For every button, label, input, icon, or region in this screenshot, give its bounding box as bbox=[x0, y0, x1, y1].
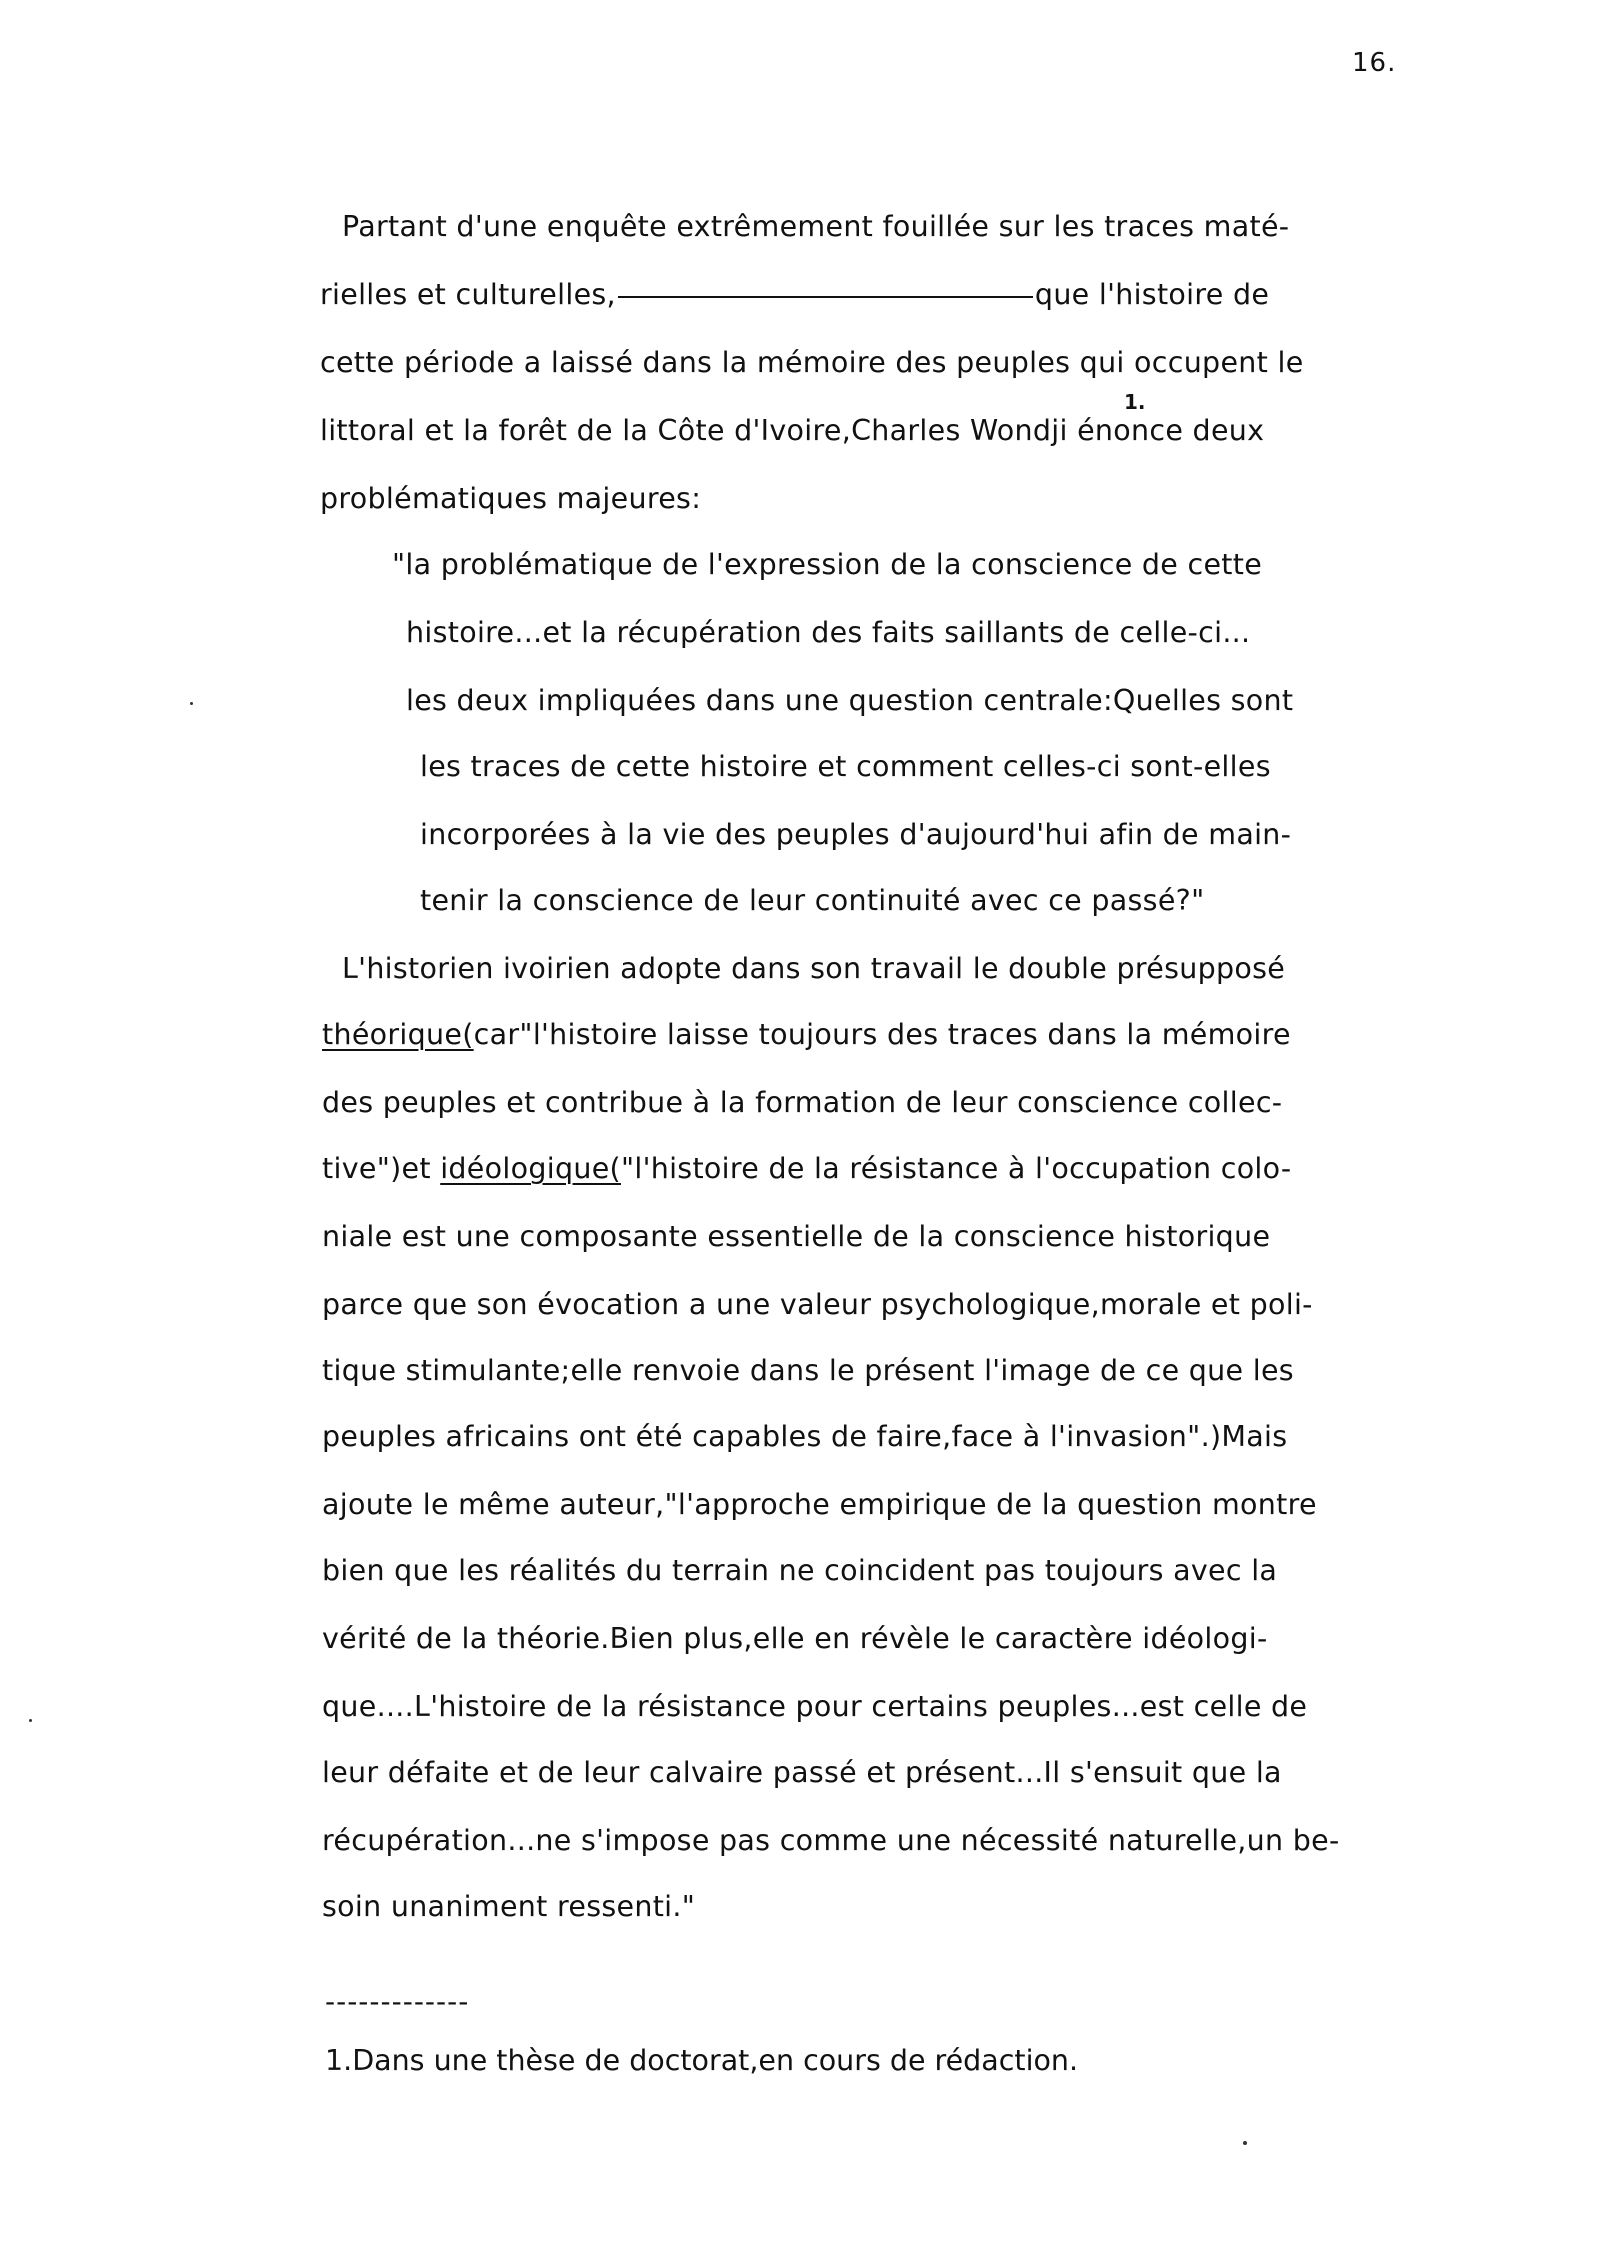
line-text: "l'histoire de la résistance à l'occupation colo- bbox=[620, 1152, 1292, 1185]
blank-rule bbox=[618, 296, 1033, 298]
page-number: 16. bbox=[1352, 48, 1397, 78]
paragraph-line bbox=[322, 1152, 1292, 1185]
paragraph-line bbox=[320, 414, 1264, 447]
quote-line: les traces de cette histoire et comment celles-ci sont-elles bbox=[420, 750, 1271, 783]
paragraph-line bbox=[320, 278, 1269, 311]
paragraph-line: vérité de la théorie.Bien plus,elle en révèle le caractère idéologi- bbox=[322, 1622, 1268, 1655]
line-text: car"l'histoire laisse toujours des traces dans la mémoire bbox=[473, 1018, 1291, 1051]
paragraph-line: ajoute le même auteur,"l'approche empirique de la question montre bbox=[322, 1488, 1317, 1521]
paragraph-line: récupération...ne s'impose pas comme une nécessité naturelle,un be- bbox=[322, 1824, 1340, 1857]
quote-line: histoire...et la récupération des faits saillants de celle-ci... bbox=[406, 616, 1251, 649]
underlined-term: idéologique( bbox=[440, 1152, 621, 1185]
paragraph-line: bien que les réalités du terrain ne coincident pas toujours avec la bbox=[322, 1554, 1278, 1587]
line-text: tive")et bbox=[322, 1152, 441, 1185]
quote-line: incorporées à la vie des peuples d'aujourd'hui afin de main- bbox=[420, 818, 1292, 851]
line-text: énonce deux bbox=[1067, 414, 1265, 447]
paragraph-line: cette période a laissé dans la mémoire des peuples qui occupent le bbox=[320, 346, 1304, 379]
paragraph-line bbox=[322, 1018, 1291, 1051]
paragraph-line: des peuples et contribue à la formation de leur conscience collec- bbox=[322, 1086, 1283, 1119]
paragraph-line: parce que son évocation a une valeur psychologique,morale et poli- bbox=[322, 1288, 1313, 1321]
footnote-text: 1.Dans une thèse de doctorat,en cours de rédaction. bbox=[325, 2044, 1079, 2077]
line-text: que l'histoire de bbox=[1034, 278, 1270, 311]
scan-speck bbox=[1243, 2141, 1247, 2145]
footnote-marker: 1. bbox=[1124, 390, 1146, 414]
paragraph-line: Partant d'une enquête extrêmement fouillée sur les traces maté- bbox=[342, 210, 1290, 243]
footnote-separator: ------------- bbox=[325, 1985, 470, 2018]
quote-line: "la problématique de l'expression de la conscience de cette bbox=[392, 548, 1263, 581]
paragraph-line: peuples africains ont été capables de faire,face à l'invasion".)Mais bbox=[322, 1420, 1288, 1453]
paragraph-line: L'historien ivoirien adopte dans son travail le double présupposé bbox=[342, 952, 1286, 985]
paragraph-line: leur défaite et de leur calvaire passé et présent...Il s'ensuit que la bbox=[322, 1756, 1282, 1789]
scan-speck bbox=[29, 1719, 32, 1722]
quote-line: les deux impliquées dans une question centrale:Quelles sont bbox=[406, 684, 1294, 717]
paragraph-line: tique stimulante;elle renvoie dans le présent l'image de ce que les bbox=[322, 1354, 1294, 1387]
paragraph-line: problématiques majeures: bbox=[320, 482, 702, 515]
paragraph-line: soin unaniment ressenti." bbox=[322, 1890, 696, 1923]
scan-speck bbox=[190, 702, 193, 705]
paragraph-line: que....L'histoire de la résistance pour certains peuples...est celle de bbox=[322, 1690, 1308, 1723]
line-text: littoral et la forêt de la Côte d'Ivoire,Charles Wondji bbox=[320, 414, 1068, 447]
quote-line: tenir la conscience de leur continuité avec ce passé?" bbox=[420, 884, 1205, 917]
line-text: rielles et culturelles, bbox=[320, 278, 616, 311]
paragraph-line: niale est une composante essentielle de la conscience historique bbox=[322, 1220, 1271, 1253]
underlined-term: théorique( bbox=[322, 1018, 474, 1051]
